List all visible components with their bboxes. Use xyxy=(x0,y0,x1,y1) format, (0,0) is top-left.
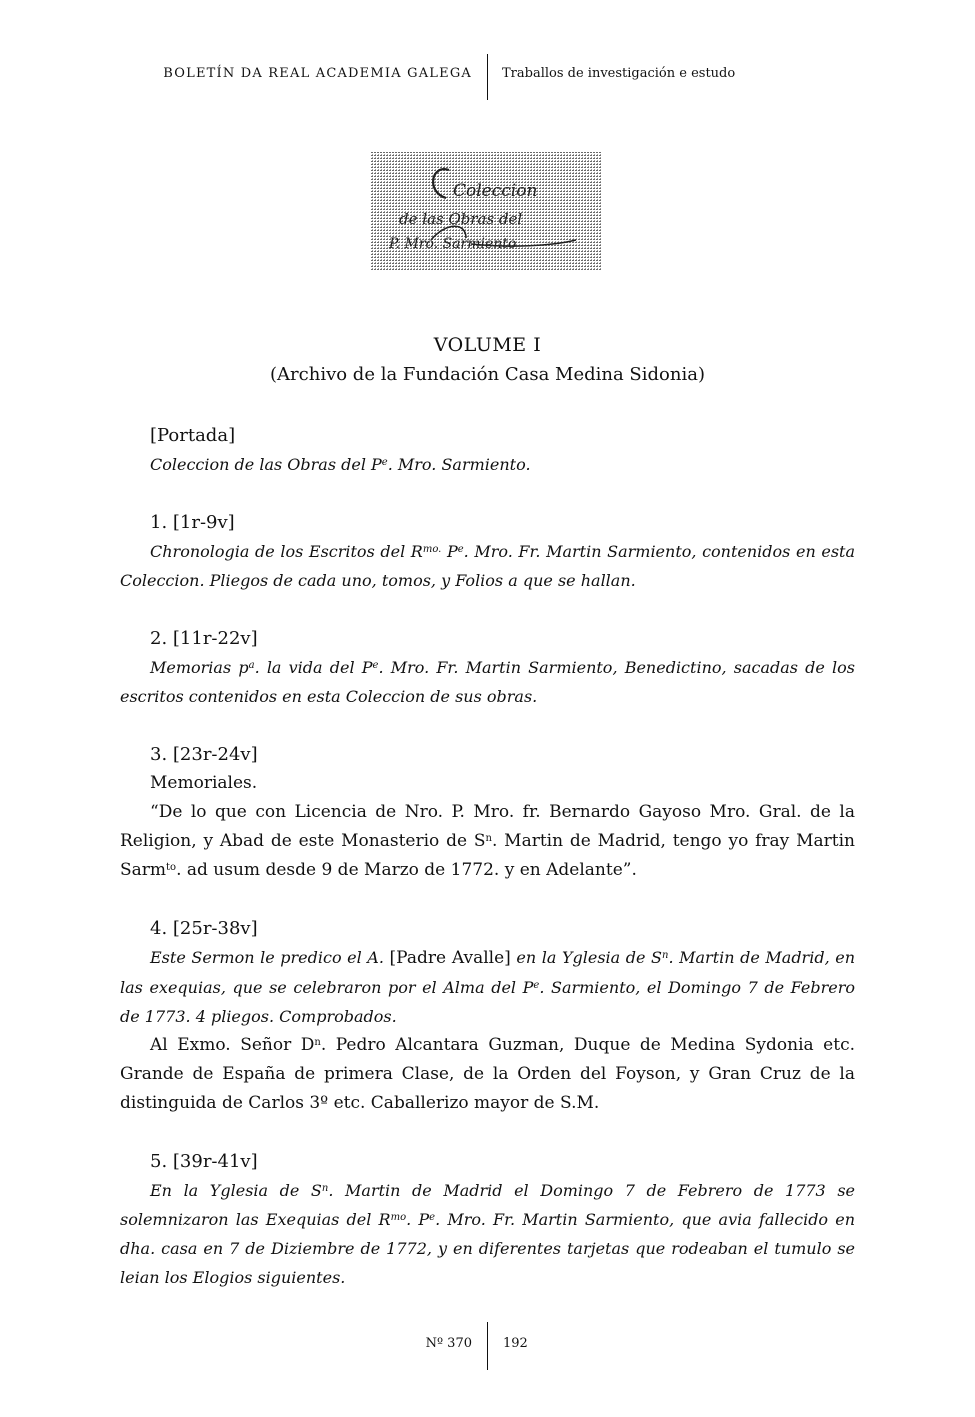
text-run: . Martin de Madrid, en las exequias, que se celebraron por el Alma del P xyxy=(120,948,855,997)
manuscript-line-2: de las Obras del xyxy=(399,210,523,228)
entry-folio-label: [Portada] xyxy=(150,425,236,446)
entry-dedication xyxy=(120,1031,855,1118)
editorial-note: [Padre Avalle] xyxy=(389,948,511,968)
text-run: . Sarmiento, el Domingo 7 de Febrero de 1773. 4 pliegos. Comprobados. xyxy=(120,978,855,1026)
text-run: . la vida del P xyxy=(254,658,373,677)
issue-number: Nº 370 xyxy=(425,1336,472,1351)
entry-quotation xyxy=(120,798,855,885)
volume-subtitle: (Archivo de la Fundación Casa Medina Sidonia) xyxy=(270,364,705,385)
text-run: . Martin de Madrid, tengo yo fray Martin Sarm xyxy=(120,831,855,880)
superscript-abbreviation: a xyxy=(248,660,255,671)
entry-folio-label: 1. [1r-9v] xyxy=(150,512,235,533)
text-run: . Mro. Sarmiento. xyxy=(387,455,531,474)
entry-heading: Memoriales. xyxy=(150,773,258,793)
entry-description xyxy=(120,653,855,711)
superscript-abbreviation: n xyxy=(321,1183,329,1194)
entry-folio-label: 2. [11r-22v] xyxy=(150,628,258,649)
catalog-entry xyxy=(120,421,855,479)
catalog-entry xyxy=(120,914,855,1118)
superscript-abbreviation: e xyxy=(533,980,540,991)
text-run: . Mro. Fr. Martin Sarmiento, que avia fallecido en dha. casa en 7 de Diziembre de 1772, y en diferentes tarjetas que rodeaban el tumulo se leian los Elogios siguientes. xyxy=(120,1210,856,1287)
text-run: Al Exmo. Señor D xyxy=(150,1035,315,1055)
header-divider xyxy=(487,54,488,100)
entry-description xyxy=(120,943,855,1031)
superscript-abbreviation: e xyxy=(372,660,379,671)
entry-folio-label: 3. [23r-24v] xyxy=(150,744,258,765)
entry-description xyxy=(120,537,855,595)
entry-folio-label: 5. [39r-41v] xyxy=(150,1151,258,1172)
manuscript-line-3: P. Mro. Sarmiento xyxy=(389,236,517,252)
text-run: . Pedro Alcantara Guzman, Duque de Medina Sydonia etc. Grande de España de primera Clase, de la Orden del Foyson, y Gran Cruz de la distinguida de Carlos 3º etc. Caballerizo mayor de S.M. xyxy=(120,1035,855,1113)
superscript-abbreviation: mo xyxy=(390,1212,407,1223)
text-run: Memorias p xyxy=(150,658,249,677)
text-run: En la Yglesia de S xyxy=(150,1181,322,1200)
superscript-abbreviation: n xyxy=(485,833,492,844)
catalog-entry xyxy=(120,1147,855,1292)
text-run: “De lo que con Licencia de Nro. P. Mro. fr. Bernardo Gayoso Mro. Gral. de la Religion, y Abad de este Monasterio de S xyxy=(120,802,855,851)
page-footer xyxy=(0,1322,975,1370)
entry-description xyxy=(120,1176,855,1292)
section-title: Traballos de investigación e estudo xyxy=(502,66,736,81)
running-header xyxy=(0,60,975,100)
text-run: . P xyxy=(406,1210,430,1229)
superscript-abbreviation: mo. xyxy=(422,544,442,555)
superscript-abbreviation: e xyxy=(429,1212,436,1223)
catalog-entry xyxy=(120,740,855,885)
superscript-abbreviation: e xyxy=(381,457,388,468)
catalog-entry xyxy=(120,508,855,595)
superscript-abbreviation: to xyxy=(166,862,177,873)
superscript-abbreviation: n xyxy=(662,950,669,961)
superscript-abbreviation: e xyxy=(457,544,464,555)
journal-title: BOLETÍN DA REAL ACADEMIA GALEGA xyxy=(163,66,472,81)
entry-description xyxy=(120,450,855,479)
manuscript-line-1: Coleccion xyxy=(453,181,538,201)
text-run: P xyxy=(441,542,458,561)
footer-divider xyxy=(487,1322,488,1370)
text-run: Chronologia de los Escritos del R xyxy=(150,542,423,561)
text-run: . Martin de Madrid el Domingo 7 de Febrero de 1773 se solemnizaron las Exequias del R xyxy=(120,1181,856,1229)
text-run: Coleccion de las Obras del P xyxy=(150,455,382,474)
volume-title: VOLUME I xyxy=(433,334,542,356)
text-run: en la Yglesia de S xyxy=(510,948,663,967)
entries-list xyxy=(120,421,855,1321)
page-number: 192 xyxy=(503,1336,528,1351)
manuscript-title-image xyxy=(371,152,602,270)
text-run: . Mro. Fr. Martin Sarmiento, Benedictino, sacadas de los escritos contenidos en esta Coleccion de sus obras. xyxy=(120,658,856,706)
text-run: . ad usum desde 9 de Marzo de 1772. y en Adelante”. xyxy=(176,860,637,880)
catalog-entry xyxy=(120,624,855,711)
text-run: . Mro. Fr. Martin Sarmiento, contenidos en esta Coleccion. Pliegos de cada uno, tomos, y Folios a que se hallan. xyxy=(120,542,856,590)
text-run: Este Sermon le predico el A. xyxy=(150,948,390,967)
superscript-abbreviation: n xyxy=(314,1037,321,1048)
entry-folio-label: 4. [25r-38v] xyxy=(150,918,258,939)
